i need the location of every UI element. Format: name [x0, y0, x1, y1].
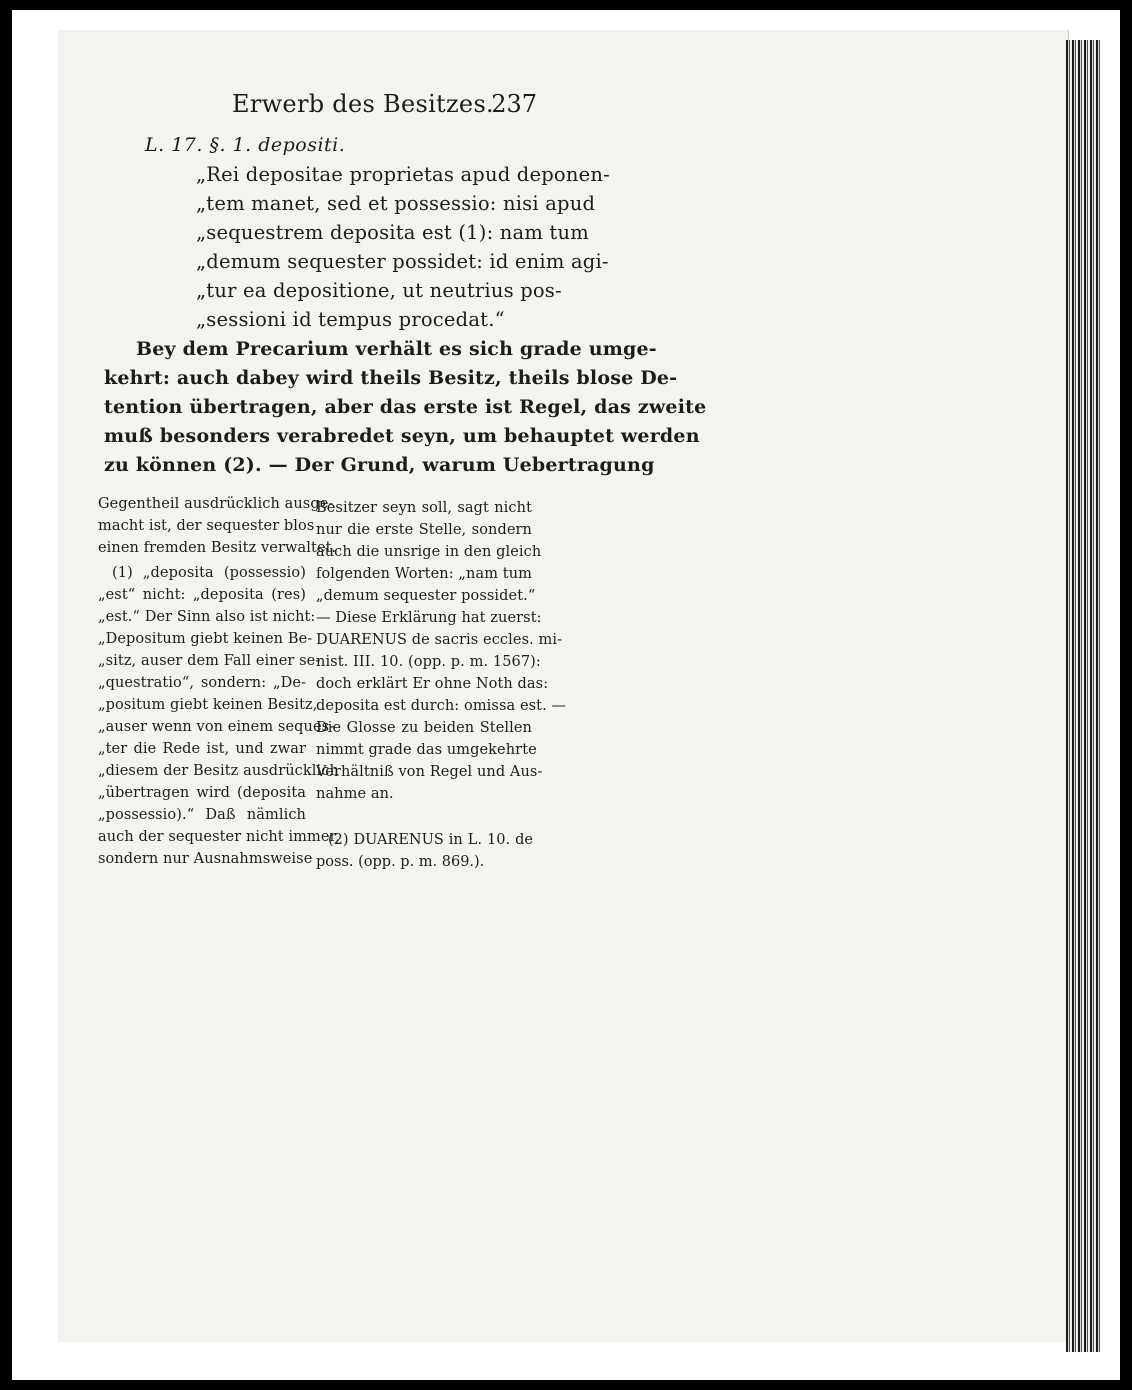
footnote-line: „est“ nicht: „deposita (res): [98, 587, 306, 603]
footnote-line: „est.“ Der Sinn also ist nicht:: [98, 609, 316, 625]
footnote-line: „positum giebt keinen Besitz,: [98, 697, 318, 713]
quote-line: „sessioni id tempus procedat.“: [196, 308, 505, 331]
footnote-line: „sitz, auser dem Fall einer se-: [98, 653, 321, 669]
footnote-line: „Depositum giebt keinen Be-: [98, 631, 313, 647]
header-title: Erwerb des Besitzes.: [232, 90, 494, 118]
footnote-line: (1) „deposita (possessio): [112, 565, 306, 581]
footnote-line: deposita est durch: omissa est. —: [316, 698, 567, 714]
footnote-line: sondern nur Ausnahmsweise: [98, 851, 313, 867]
footnote-line: poss. (opp. p. m. 869.).: [316, 854, 485, 870]
quote-line: „tem manet, sed et possessio: nisi apud: [196, 192, 596, 215]
footnote-line: DUARENUS de sacris eccles. mi-: [316, 632, 563, 648]
footnote-line: einen fremden Besitz verwaltet.: [98, 540, 337, 556]
footnote-line: „diesem der Besitz ausdrücklich: [98, 763, 339, 779]
body-line: tention übertragen, aber das erste ist Regel, das zweite: [104, 396, 707, 418]
footnote-line: „demum sequester possidet.“: [316, 588, 536, 604]
footnote-line: „auser wenn von einem seques-: [98, 719, 335, 735]
footnote-line: „übertragen wird (deposita: [98, 785, 306, 801]
quote-line: „Rei depositae proprietas apud deponen-: [196, 163, 610, 186]
footnote-line: doch erklärt Er ohne Noth das:: [316, 676, 549, 692]
footnote-line: „possessio).“ Daß nämlich: [98, 807, 306, 823]
footnote-line: nimmt grade das umgekehrte: [316, 742, 537, 758]
page-edges: [1066, 40, 1100, 1352]
footnote-line: macht ist, der sequester blos: [98, 518, 315, 534]
footnote-line: nahme an.: [316, 786, 394, 802]
footnote-line: auch der sequester nicht immer,: [98, 829, 340, 845]
footnote-line: Gegentheil ausdrücklich ausge-: [98, 496, 334, 512]
body-line: zu können (2). — Der Grund, warum Uebertragung: [104, 454, 655, 476]
citation: L. 17. §. 1. depositi.: [145, 134, 346, 156]
body-line: Bey dem Precarium verhält es sich grade umge-: [136, 338, 657, 360]
footnote-line: nist. III. 10. (opp. p. m. 1567):: [316, 654, 541, 670]
footnote-line: auch die unsrige in den gleich: [316, 544, 542, 560]
footnote-line: nur die erste Stelle, sondern: [316, 522, 532, 538]
quote-line: „demum sequester possidet: id enim agi-: [196, 250, 609, 273]
quote-line: „sequestrem deposita est (1): nam tum: [196, 221, 589, 244]
footnote-line: „ter die Rede ist, und zwar: [98, 741, 306, 757]
footnote-line: Besitzer seyn soll, sagt nicht: [316, 500, 532, 516]
footnote-line: „questratio“, sondern: „De-: [98, 675, 306, 691]
body-line: muß besonders verabredet seyn, um behauptet werden: [104, 425, 700, 447]
footnote-line: Die Glosse zu beiden Stellen: [316, 720, 532, 736]
footnote-line: (2) DUARENUS in L. 10. de: [328, 832, 533, 848]
body-line: kehrt: auch dabey wird theils Besitz, theils blose De-: [104, 367, 678, 389]
footnote-line: — Diese Erklärung hat zuerst:: [316, 610, 542, 626]
footnote-line: Verhältniß von Regel und Aus-: [316, 764, 543, 780]
page-number: 237: [491, 90, 537, 118]
quote-line: „tur ea depositione, ut neutrius pos-: [196, 279, 562, 302]
footnote-line: folgenden Worten: „nam tum: [316, 566, 532, 582]
